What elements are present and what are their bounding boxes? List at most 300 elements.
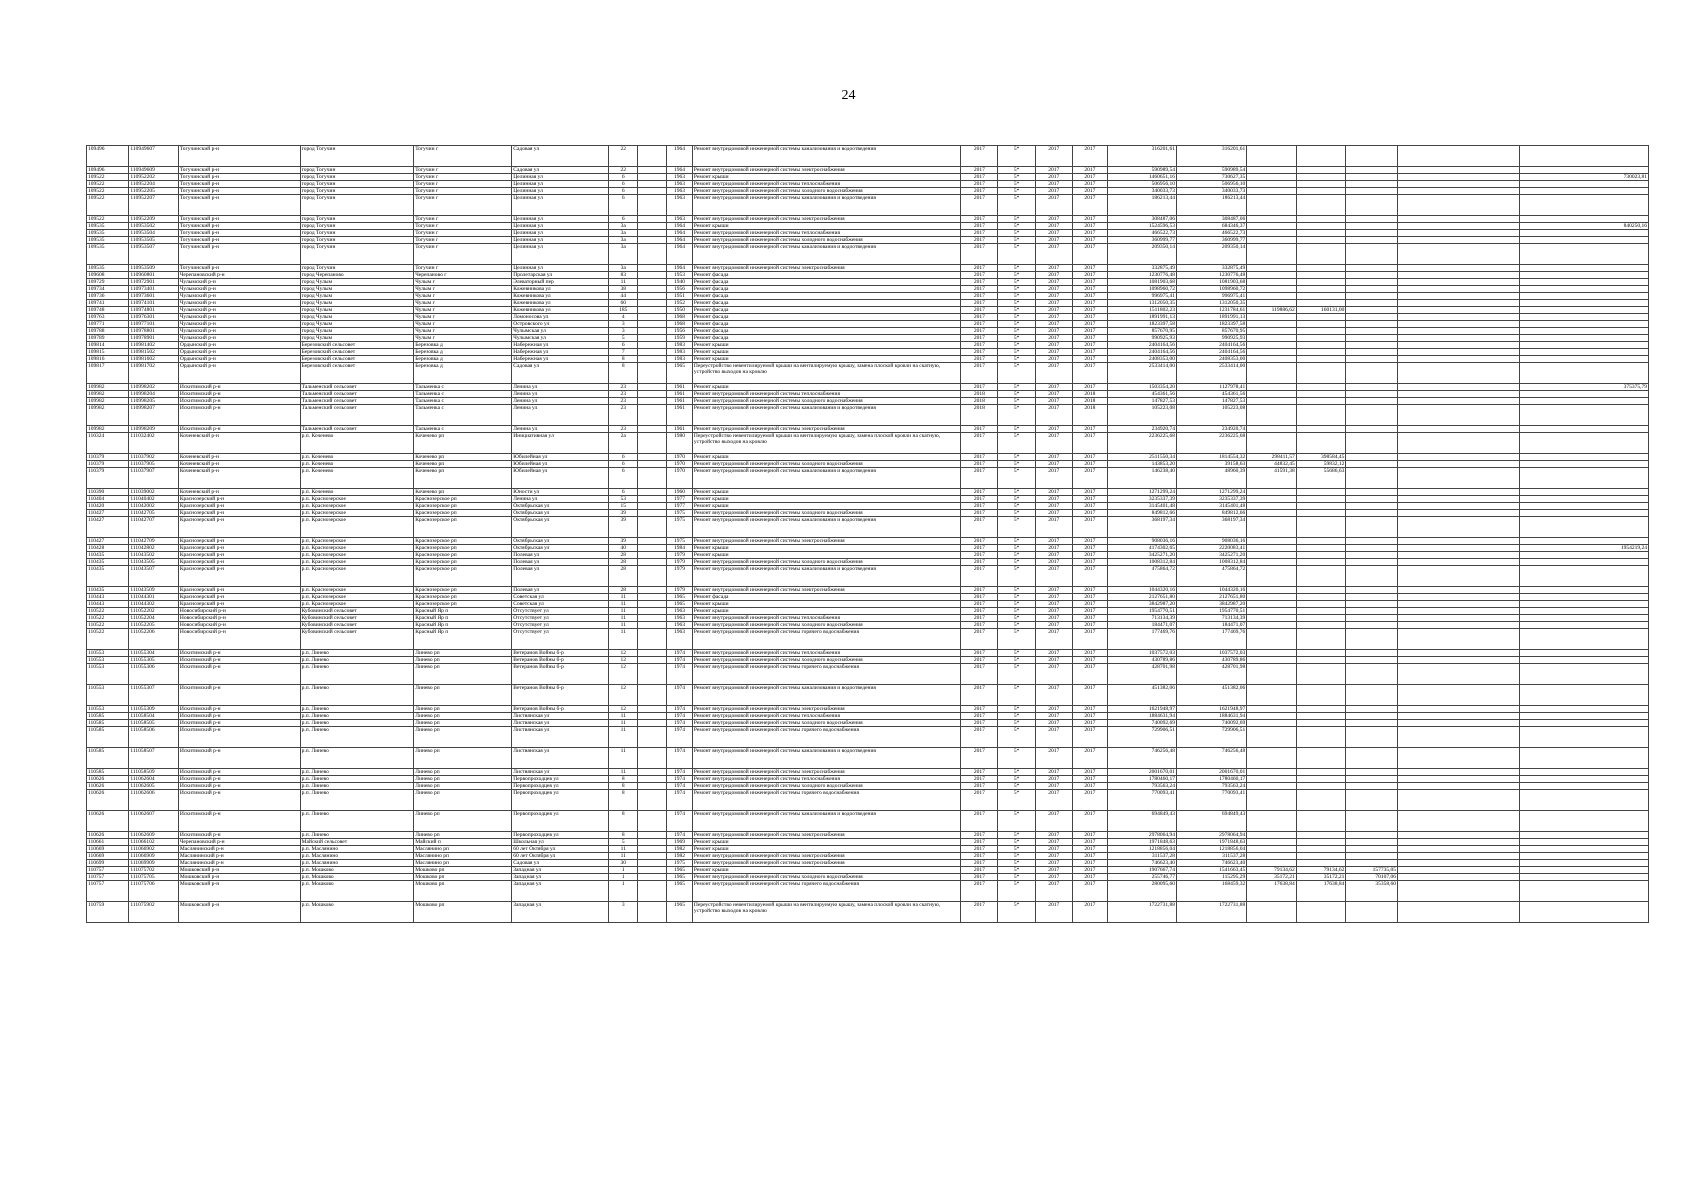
table-cell: 2017 <box>1035 510 1072 517</box>
table-cell: 5* <box>998 398 1035 405</box>
table-cell: Краснозерский р-н <box>178 566 300 587</box>
table-cell <box>1346 839 1398 846</box>
table-cell <box>1296 706 1346 713</box>
table-cell: 110585 <box>87 748 129 769</box>
table-cell: Первопроходцев ул <box>512 790 609 811</box>
table-cell: 8 <box>609 790 638 811</box>
table-cell: 2017 <box>1072 860 1107 867</box>
table-cell: р.п. Линево <box>300 748 414 769</box>
table-cell: город Тогучин <box>300 167 414 174</box>
table-cell: 11 <box>609 720 638 727</box>
table-cell: 39158,63 <box>1177 461 1247 468</box>
table-cell: 23 <box>609 405 638 426</box>
table-cell: 1965 <box>667 881 693 902</box>
table-cell <box>1519 272 1648 279</box>
table-cell: Майский п <box>414 839 512 846</box>
table-cell: 5* <box>998 433 1035 454</box>
table-row <box>87 356 1649 363</box>
table-cell: Ветеранов Войны б-р <box>512 650 609 657</box>
table-cell: 2017 <box>1035 363 1072 384</box>
table-cell: 109763 <box>87 314 129 321</box>
table-cell: 1974 <box>667 657 693 664</box>
table-cell: 111062609 <box>129 832 179 839</box>
table-cell: Кожевникова ул <box>512 300 609 307</box>
table-cell <box>1519 867 1648 874</box>
table-cell <box>638 790 667 811</box>
table-cell: 2017 <box>961 384 998 391</box>
table-cell: Мошковский р-н <box>178 902 300 923</box>
table-cell <box>1346 314 1398 321</box>
table-cell: 2017 <box>961 867 998 874</box>
table-cell: 111037905 <box>129 461 179 468</box>
table-cell: Ремонт фасада <box>692 314 960 321</box>
table-cell: Тогучинский р-н <box>178 195 300 216</box>
table-cell: 111042802 <box>129 545 179 552</box>
table-cell <box>1296 405 1346 426</box>
table-cell: 2017 <box>1072 545 1107 552</box>
table-cell: Березовка д <box>414 342 512 349</box>
table-cell <box>1247 685 1297 706</box>
table-cell: 109522 <box>87 195 129 216</box>
table-cell: 2017 <box>1072 727 1107 748</box>
table-cell: 110977101 <box>129 321 179 328</box>
table-cell: Садовая ул <box>512 363 609 384</box>
table-cell <box>1247 615 1297 622</box>
table-cell: 44832,45 <box>1247 461 1297 468</box>
table-cell: 2017 <box>1035 342 1072 349</box>
table-cell: 110978801 <box>129 328 179 335</box>
table-cell: Ремонт внутридомовой инженерной системы горячего водоснабжения <box>692 790 960 811</box>
table-row <box>87 685 1649 706</box>
table-cell: 11 <box>609 748 638 769</box>
table-row <box>87 349 1649 356</box>
table-cell: 2017 <box>1072 489 1107 496</box>
table-cell: 2017 <box>961 860 998 867</box>
table-cell <box>1247 328 1297 335</box>
table-cell: Маслянинский р-н <box>178 846 300 853</box>
table-cell: 770093,41 <box>1107 790 1176 811</box>
table-cell <box>1296 244 1346 265</box>
table-cell: 2017 <box>1072 314 1107 321</box>
table-cell: 2017 <box>1072 349 1107 356</box>
table-cell: Западная ул <box>512 881 609 902</box>
table-cell: 17638,84 <box>1296 881 1346 902</box>
table-cell: 2017 <box>961 832 998 839</box>
table-cell: 1983 <box>667 356 693 363</box>
table-cell <box>1397 454 1519 461</box>
table-cell: 2017 <box>1035 188 1072 195</box>
table-cell: Ремонт крыши <box>692 846 960 853</box>
table-cell <box>1397 713 1519 720</box>
table-cell: 2017 <box>1072 363 1107 384</box>
table-cell <box>1346 391 1398 398</box>
table-cell: р.п. Маслянино <box>300 860 414 867</box>
table-cell: 332875,49 <box>1107 265 1176 272</box>
table-cell: 430789,86 <box>1177 657 1247 664</box>
table-cell <box>1346 286 1398 293</box>
table-cell: 2017 <box>961 853 998 860</box>
table-cell: 177469,76 <box>1177 629 1247 650</box>
table-cell: 3а <box>609 223 638 230</box>
table-cell: 1977 <box>667 496 693 503</box>
table-cell: 1218856,04 <box>1177 846 1247 853</box>
table-cell <box>1247 223 1297 230</box>
table-cell: 746623,40 <box>1177 860 1247 867</box>
table-cell: 110626 <box>87 776 129 783</box>
table-row <box>87 398 1649 405</box>
table-cell: Ремонт внутридомовой инженерной системы холодного водоснабжения <box>692 874 960 881</box>
table-row <box>87 272 1649 279</box>
table-cell: 109748 <box>87 307 129 314</box>
table-row <box>87 265 1649 272</box>
table-cell <box>1519 650 1648 657</box>
table-cell: Юбилейная ул <box>512 468 609 489</box>
table-cell: 694849,43 <box>1107 811 1176 832</box>
table-cell: 2017 <box>961 657 998 664</box>
table-cell <box>1346 601 1398 608</box>
table-cell: Ремонт внутридомовой инженерной системы холодного водоснабжения <box>692 720 960 727</box>
table-cell: 111043507 <box>129 566 179 587</box>
table-cell: 1974 <box>667 720 693 727</box>
table-cell <box>1346 496 1398 503</box>
table-row <box>87 650 1649 657</box>
table-cell <box>1247 776 1297 783</box>
table-row <box>87 433 1649 454</box>
table-cell <box>1296 776 1346 783</box>
table-cell: 3 <box>609 902 638 923</box>
table-cell: 590989,54 <box>1107 167 1176 174</box>
table-cell: Чулымский р-н <box>178 314 300 321</box>
table-cell <box>1247 342 1297 349</box>
table-cell <box>1397 594 1519 601</box>
table-cell: город Чулым <box>300 279 414 286</box>
table-cell: 184471,07 <box>1177 622 1247 629</box>
table-cell <box>1296 293 1346 300</box>
table-cell: 857670,95 <box>1107 328 1176 335</box>
table-cell: Тальменка с <box>414 384 512 391</box>
table-cell: 110757 <box>87 881 129 902</box>
table-cell: 110379 <box>87 468 129 489</box>
table-cell: Чулым г <box>414 279 512 286</box>
table-cell: 5* <box>998 230 1035 237</box>
table-cell: 110626 <box>87 811 129 832</box>
table-cell: 5* <box>998 286 1035 293</box>
table-cell: 110553 <box>87 685 129 706</box>
table-cell: 1974 <box>667 727 693 748</box>
table-cell <box>638 622 667 629</box>
table-cell: р.п. Линево <box>300 650 414 657</box>
table-cell: 1960 <box>667 489 693 496</box>
table-cell <box>638 874 667 881</box>
table-cell: 2017 <box>961 811 998 832</box>
table-cell: Первопроходцев ул <box>512 832 609 839</box>
table-cell: Линево рп <box>414 685 512 706</box>
table-cell <box>1397 566 1519 587</box>
table-cell: Искитимский р-н <box>178 650 300 657</box>
table-cell <box>1247 265 1297 272</box>
table-cell: 506956,10 <box>1177 181 1247 188</box>
table-cell: 8 <box>609 832 638 839</box>
table-cell: Ремонт фасада <box>692 594 960 601</box>
table-cell: 109814 <box>87 342 129 349</box>
table-cell: 110443 <box>87 601 129 608</box>
table-cell: Первопроходцев ул <box>512 783 609 790</box>
table-cell: 79134,62 <box>1247 867 1297 874</box>
table-cell <box>638 307 667 314</box>
table-cell: 28 <box>609 559 638 566</box>
table-cell: Садовая ул <box>512 860 609 867</box>
table-cell <box>1296 587 1346 594</box>
table-cell: Юбилейная ул <box>512 454 609 461</box>
table-cell: 2017 <box>1035 846 1072 853</box>
table-cell <box>1397 230 1519 237</box>
table-cell: 11 <box>609 622 638 629</box>
table-cell: 119886,62 <box>1247 307 1297 314</box>
table-cell: 5 <box>609 335 638 342</box>
table-cell: Ремонт внутридомовой инженерной системы канализования и водоотведения <box>692 195 960 216</box>
table-cell <box>638 216 667 223</box>
table-cell: Ветеранов Войны б-р <box>512 685 609 706</box>
table-cell <box>1519 517 1648 538</box>
table-cell: 109535 <box>87 223 129 230</box>
table-cell: 109982 <box>87 391 129 398</box>
table-cell: Краснозерское рп <box>414 496 512 503</box>
table-cell: р.п. Линево <box>300 776 414 783</box>
table-cell: Маслянино рп <box>414 853 512 860</box>
table-cell <box>1397 860 1519 867</box>
table-row <box>87 860 1649 867</box>
table-cell: 2017 <box>961 685 998 706</box>
table-cell <box>1519 433 1648 454</box>
table-cell <box>1247 426 1297 433</box>
table-cell <box>638 461 667 468</box>
table-cell <box>1247 503 1297 510</box>
table-cell: 5* <box>998 342 1035 349</box>
table-row <box>87 657 1649 664</box>
table-cell <box>638 188 667 195</box>
table-cell <box>638 468 667 489</box>
table-cell: 2017 <box>1072 237 1107 244</box>
table-cell <box>638 538 667 545</box>
table-cell: 2017 <box>961 230 998 237</box>
table-cell <box>1296 426 1346 433</box>
table-cell <box>638 223 667 230</box>
table-cell: город Чулым <box>300 293 414 300</box>
table-cell <box>638 902 667 923</box>
table-cell: 2001670,01 <box>1107 769 1176 776</box>
table-cell: 2017 <box>961 314 998 321</box>
table-cell: город Тогучин <box>300 146 414 167</box>
table-cell: 360999,77 <box>1107 237 1176 244</box>
table-cell: 30 <box>609 860 638 867</box>
table-cell: 5* <box>998 391 1035 398</box>
table-cell: 110420 <box>87 503 129 510</box>
table-cell: 186213,44 <box>1107 195 1176 216</box>
table-cell: Ремонт внутридомовой инженерной системы электроснабжения <box>692 167 960 174</box>
table-cell <box>638 237 667 244</box>
table-cell: 1230776,48 <box>1107 272 1176 279</box>
table-cell <box>1247 174 1297 181</box>
table-cell: Мошковский р-н <box>178 874 300 881</box>
table-cell: 60 <box>609 300 638 307</box>
table-row <box>87 720 1649 727</box>
table-cell: Краснозерское рп <box>414 587 512 594</box>
table-cell: р.п. Краснозерское <box>300 517 414 538</box>
table-cell: 110553 <box>87 650 129 657</box>
table-cell <box>1397 223 1519 230</box>
table-cell <box>638 601 667 608</box>
table-cell: Тогучинский р-н <box>178 230 300 237</box>
table-cell: 111069909 <box>129 860 179 867</box>
table-cell: р.п. Краснозерское <box>300 559 414 566</box>
table-cell: 111042705 <box>129 510 179 517</box>
table-cell: 109522 <box>87 188 129 195</box>
table-cell: 1964 <box>667 146 693 167</box>
table-cell <box>1397 776 1519 783</box>
table-cell: 35172,21 <box>1247 874 1297 881</box>
table-cell: 1979 <box>667 566 693 587</box>
table-cell: 1823397,58 <box>1177 321 1247 328</box>
table-cell: 234920,74 <box>1177 426 1247 433</box>
table-cell: 2017 <box>961 174 998 181</box>
table-cell: 5* <box>998 356 1035 363</box>
table-cell: 3 <box>609 328 638 335</box>
table-cell: 2017 <box>1035 167 1072 174</box>
table-cell: 6 <box>609 454 638 461</box>
table-cell: 12 <box>609 650 638 657</box>
table-cell: 694849,43 <box>1177 811 1247 832</box>
table-cell <box>1346 587 1398 594</box>
table-cell <box>638 244 667 265</box>
table-cell <box>1247 566 1297 587</box>
table-cell: 428701,98 <box>1177 664 1247 685</box>
table-cell: Краснозерский р-н <box>178 601 300 608</box>
table-cell <box>638 349 667 356</box>
table-cell: 1963 <box>667 174 693 181</box>
table-cell <box>1397 664 1519 685</box>
table-cell <box>1296 902 1346 923</box>
table-cell: 2017 <box>1072 902 1107 923</box>
table-cell: Ремонт крыши <box>692 489 960 496</box>
table-row <box>87 622 1649 629</box>
table-row <box>87 461 1649 468</box>
table-cell: Ремонт внутридомовой инженерной системы теплоснабжения <box>692 776 960 783</box>
table-cell: Октябрьская ул <box>512 503 609 510</box>
table-cell: 746256,48 <box>1107 748 1176 769</box>
table-cell: 109815 <box>87 349 129 356</box>
table-cell: 59832,12 <box>1296 461 1346 468</box>
table-cell: 109522 <box>87 216 129 223</box>
table-cell: Мошково рп <box>414 902 512 923</box>
table-cell: 2017 <box>1035 223 1072 230</box>
table-cell: Краснозерское рп <box>414 566 512 587</box>
table-cell: 2017 <box>1035 503 1072 510</box>
table-cell: 1974 <box>667 664 693 685</box>
table-cell: 475864,72 <box>1177 566 1247 587</box>
table-cell: 5* <box>998 517 1035 538</box>
table-cell <box>1519 776 1648 783</box>
table-cell: р.п. Линево <box>300 790 414 811</box>
table-cell: 110960801 <box>129 272 179 279</box>
table-cell: 5* <box>998 594 1035 601</box>
table-cell: Краснозерское рп <box>414 538 512 545</box>
table-cell <box>1519 265 1648 272</box>
table-cell <box>1296 335 1346 342</box>
table-cell: 2404164,56 <box>1107 349 1176 356</box>
table-cell: 2017 <box>1072 881 1107 902</box>
table-cell <box>1346 398 1398 405</box>
table-cell: 340033,73 <box>1177 188 1247 195</box>
table-cell: 2017 <box>1035 650 1072 657</box>
table-cell <box>1296 720 1346 727</box>
table-cell: 2017 <box>1072 335 1107 342</box>
table-cell: 2017 <box>961 713 998 720</box>
table-cell <box>1296 314 1346 321</box>
table-row <box>87 566 1649 587</box>
table-cell <box>1296 328 1346 335</box>
table-cell: 1271299,24 <box>1107 489 1176 496</box>
table-cell: Ветеранов Войны б-р <box>512 664 609 685</box>
table-cell: 1963 <box>667 608 693 615</box>
table-cell <box>1397 146 1519 167</box>
table-cell: 110974101 <box>129 300 179 307</box>
table-cell <box>1247 846 1297 853</box>
table-cell: 15 <box>609 503 638 510</box>
table-row <box>87 321 1649 328</box>
table-cell: Ордынский р-н <box>178 349 300 356</box>
table-cell: 2017 <box>1035 265 1072 272</box>
table-cell: 990925,93 <box>1177 335 1247 342</box>
table-cell <box>1397 811 1519 832</box>
table-row <box>87 545 1649 552</box>
table-cell: 840250,16 <box>1519 223 1648 230</box>
table-cell: 1814554,32 <box>1177 454 1247 461</box>
table-cell: 3а <box>609 265 638 272</box>
table-cell <box>638 426 667 433</box>
table-cell <box>638 552 667 559</box>
table-cell <box>1346 860 1398 867</box>
table-cell: 684346,37 <box>1177 223 1247 230</box>
table-cell: 2017 <box>1072 496 1107 503</box>
table-cell: Кубовинский сельсовет <box>300 615 414 622</box>
table-cell: 2017 <box>1035 664 1072 685</box>
table-row <box>87 342 1649 349</box>
table-cell: 111052202 <box>129 608 179 615</box>
table-cell <box>1247 293 1297 300</box>
table-cell: Отсутствует ул <box>512 622 609 629</box>
table-cell: 110998209 <box>129 426 179 433</box>
table-cell: Березовка д <box>414 356 512 363</box>
table-cell <box>1346 279 1398 286</box>
table-cell: 109496 <box>87 167 129 174</box>
table-cell <box>1519 853 1648 860</box>
table-cell <box>1346 223 1398 230</box>
table-cell: 1953 <box>667 272 693 279</box>
table-cell: 111044301 <box>129 594 179 601</box>
table-cell: Искитимский р-н <box>178 769 300 776</box>
table-cell: 7 <box>609 349 638 356</box>
table-cell: Ремонт фасада <box>692 293 960 300</box>
table-cell: 35172,21 <box>1296 874 1346 881</box>
table-row <box>87 559 1649 566</box>
table-cell: 11 <box>609 608 638 615</box>
table-cell: 430789,86 <box>1107 657 1176 664</box>
table-cell: 5* <box>998 615 1035 622</box>
table-cell: 2017 <box>1035 384 1072 391</box>
table-cell: 2533414,00 <box>1107 363 1176 384</box>
table-cell <box>1296 349 1346 356</box>
table-cell: 5* <box>998 244 1035 265</box>
